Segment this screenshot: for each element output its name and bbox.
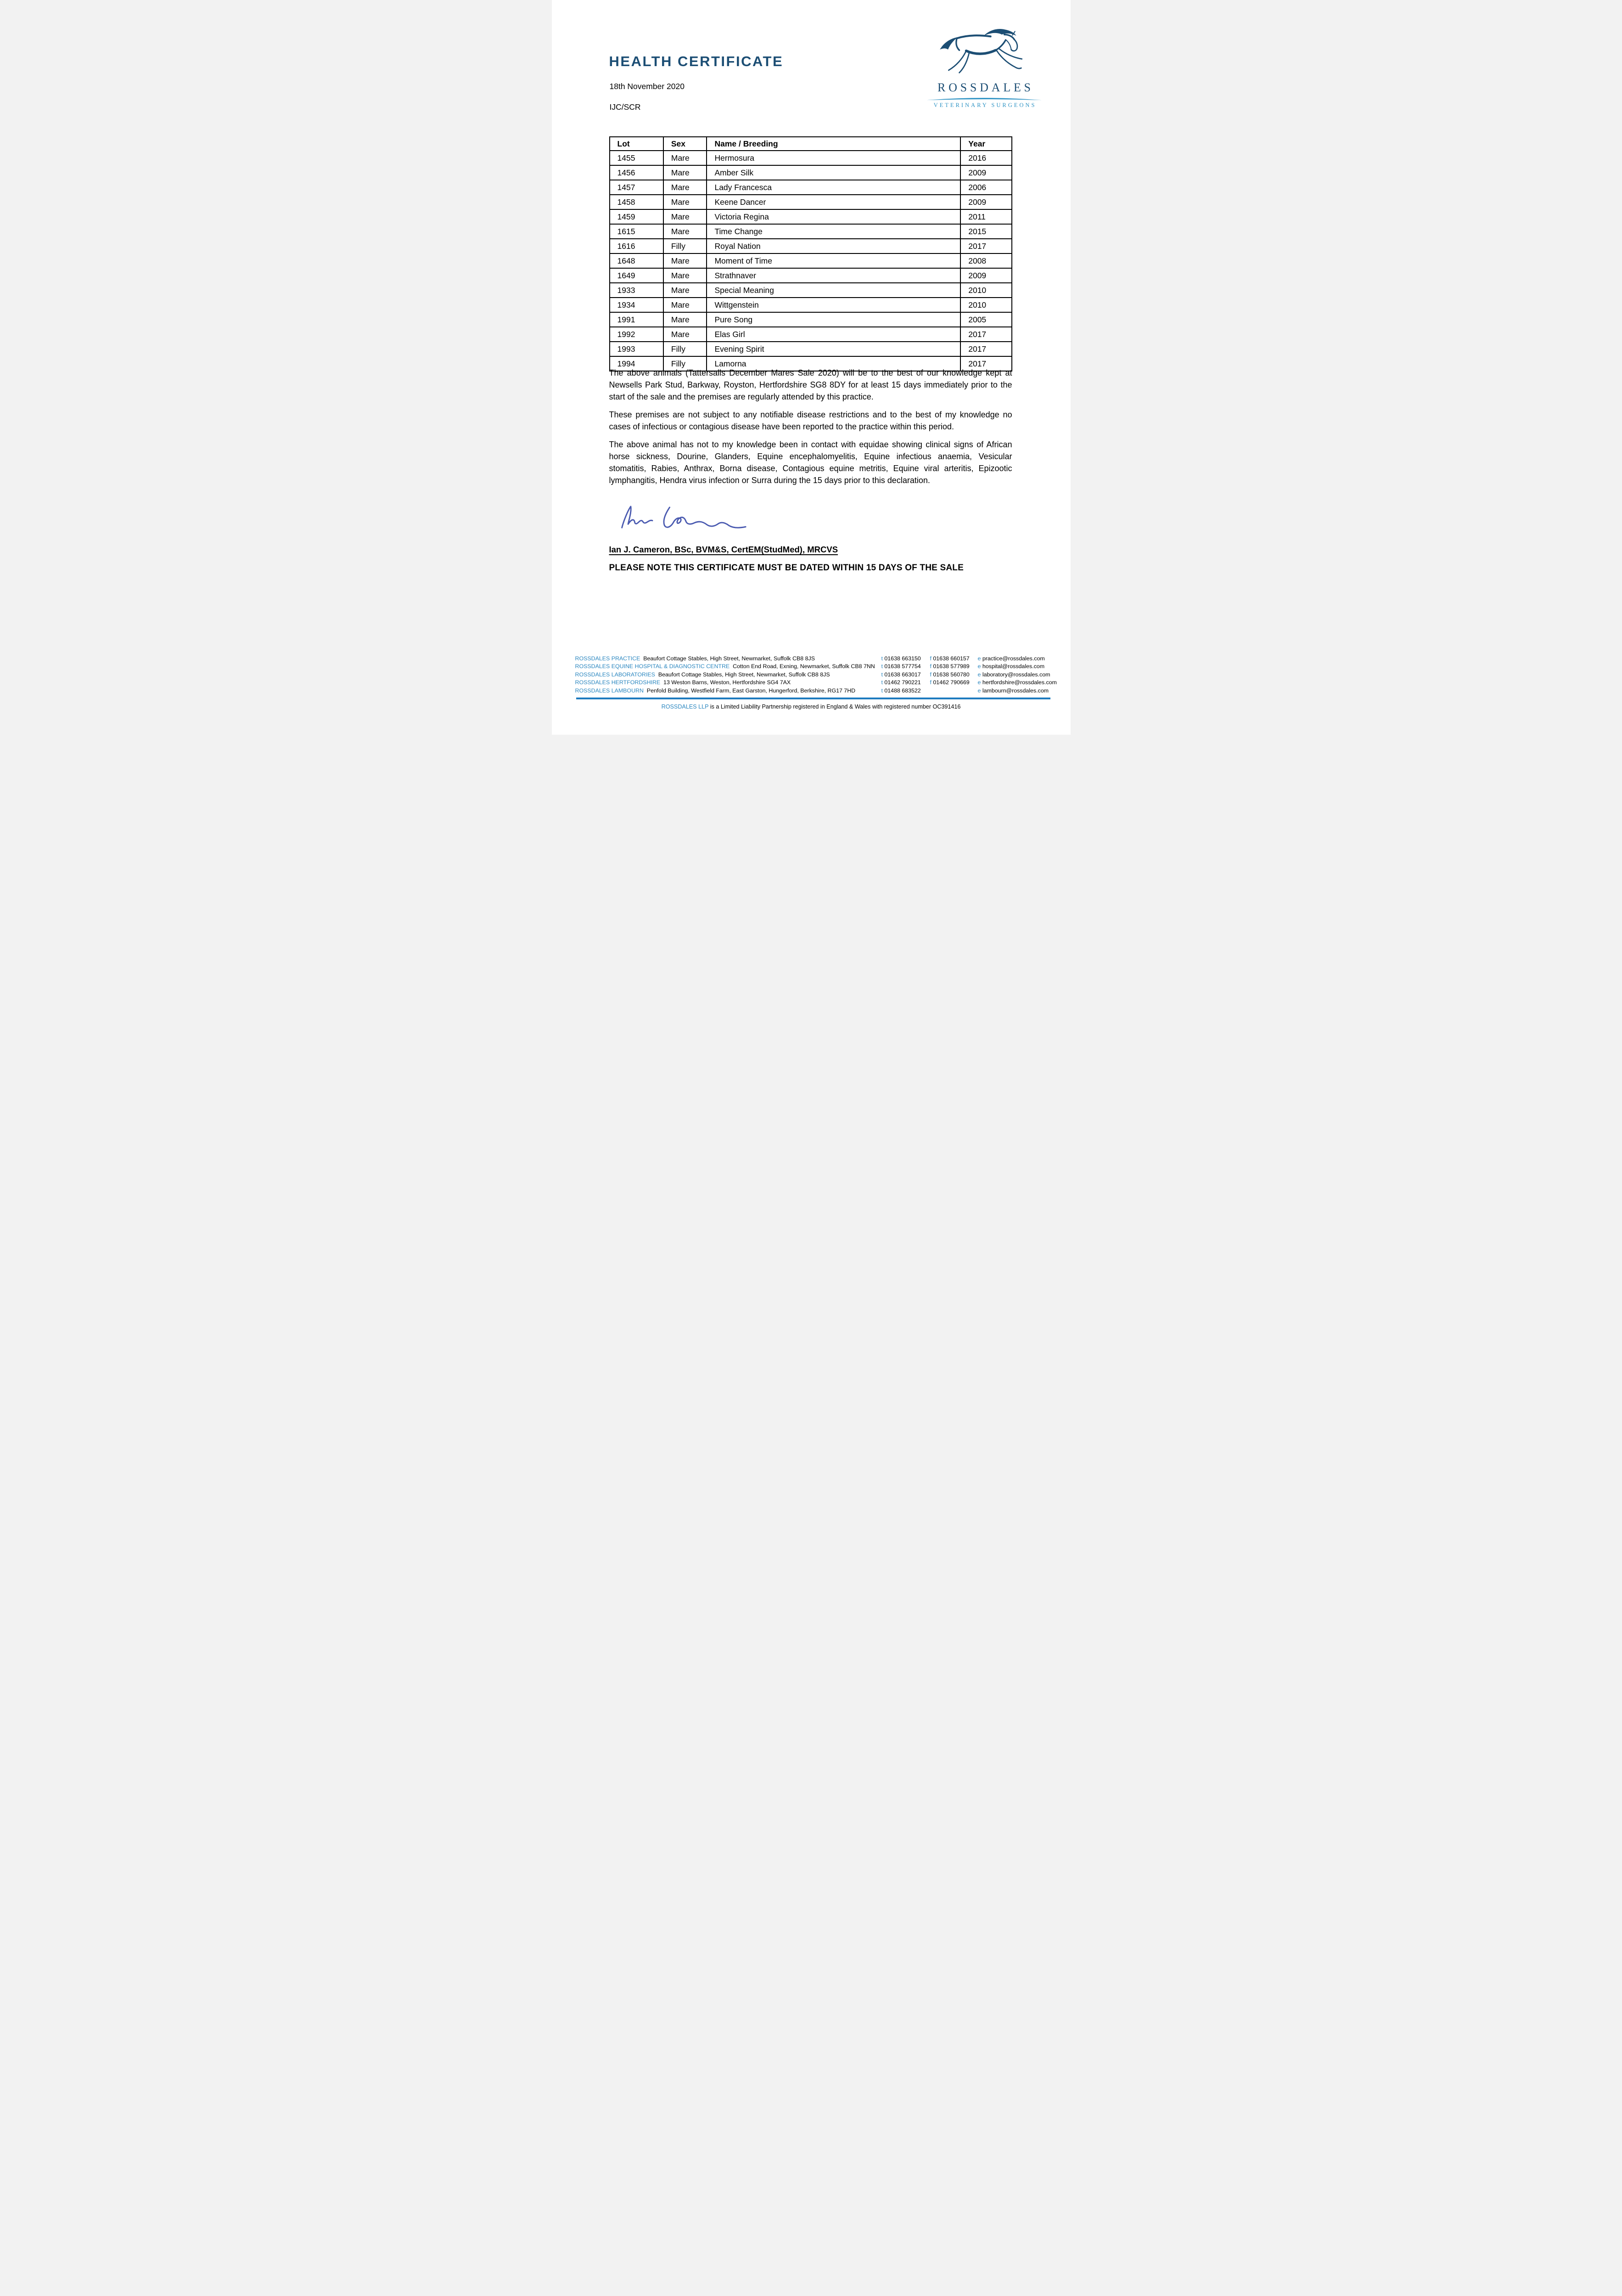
location-e-cell: e practice@rossdales.com [977, 655, 1045, 662]
table-row [610, 224, 1012, 239]
location-t-cell: t 01488 683522 [881, 687, 921, 694]
cell-sex: Mare [663, 151, 707, 165]
declaration-paragraphs [609, 367, 1012, 492]
footer-location-row [575, 655, 1050, 663]
cell-year: 2011 [960, 209, 1011, 224]
animals-table [609, 136, 1012, 371]
page-title: HEALTH CERTIFICATE [609, 53, 784, 69]
cell-sex: Filly [663, 342, 707, 356]
cell-lot: 1992 [610, 327, 663, 342]
location-label: ROSSDALES LABORATORIES [575, 671, 655, 678]
cell-year: 2009 [960, 165, 1011, 180]
cell-lot: 1991 [610, 312, 663, 327]
signature-image [617, 503, 759, 532]
e-prefix: e [977, 655, 981, 662]
location-name-address: ROSSDALES PRACTICE Beaufort Cottage Stables, High Street, Newmarket, Suffolk CB8 8JS [575, 655, 815, 662]
location-name-address: ROSSDALES EQUINE HOSPITAL & DIAGNOSTIC CENTRE Cotton End Road, Exning, Newmarket, Suffolk CB8 7NN [575, 663, 875, 670]
location-name-address: ROSSDALES LAMBOURN Penfold Building, Westfield Farm, East Garston, Hungerford, Berkshire, RG17 7HD [575, 687, 856, 694]
declaration-paragraph-3: The above animal has not to my knowledge been in contact with equidae showing clinical signs of African horse sickness, Dourine, Glanders, Equine encephalomyelitis, Equine infectious anaemia, Vesicular stomatitis, Rabies, Anthrax, Borna disease, Contagious equine metritis, Equine viral arteritis, Epizootic lymphangitis, Hendra virus infection or Surra during the 15 days prior to this declaration. [609, 440, 1012, 485]
t-prefix: t [881, 671, 883, 678]
cell-year: 2017 [960, 239, 1011, 253]
cell-lot: 1459 [610, 209, 663, 224]
footer-location-row [575, 687, 1050, 695]
cell-sex: Mare [663, 298, 707, 312]
t-prefix: t [881, 687, 883, 694]
registration-text: is a Limited Liability Partnership registered in England & Wales with registered number OC391416 [710, 703, 961, 710]
cell-lot: 1615 [610, 224, 663, 239]
cell-sex: Mare [663, 283, 707, 298]
t-prefix: t [881, 663, 883, 670]
certificate-notice: PLEASE NOTE THIS CERTIFICATE MUST BE DATED WITHIN 15 DAYS OF THE SALE [609, 563, 964, 573]
cell-name: Lamorna [707, 356, 960, 371]
f-prefix: f [930, 679, 932, 686]
cell-name: Strathnaver [707, 268, 960, 283]
table-row [610, 342, 1012, 356]
cell-year: 2008 [960, 253, 1011, 268]
signatory-name: Ian J. Cameron, BSc, BVM&S, CertEM(StudMed), MRCVS [609, 545, 838, 554]
e-prefix: e [977, 687, 981, 694]
cell-lot: 1616 [610, 239, 663, 253]
table-row [610, 312, 1012, 327]
cell-name: Lady Francesca [707, 180, 960, 195]
e-prefix: e [977, 663, 981, 670]
logo-wordmark: ROSSDALES [937, 81, 1034, 94]
column-header-name-breeding: Name / Breeding [707, 137, 960, 151]
logo-tagline: VETERINARY SURGEONS [933, 102, 1037, 108]
column-header-sex: Sex [663, 137, 707, 151]
location-label: ROSSDALES PRACTICE [575, 655, 640, 662]
cell-sex: Filly [663, 239, 707, 253]
footer-location-row [575, 663, 1050, 671]
location-t-cell: t 01638 663150 [881, 655, 921, 662]
cell-name: Evening Spirit [707, 342, 960, 356]
cell-lot: 1458 [610, 195, 663, 209]
f-prefix: f [930, 671, 932, 678]
cell-year: 2010 [960, 283, 1011, 298]
health-certificate-page [552, 0, 1071, 735]
table-row [610, 165, 1012, 180]
location-e-cell: e hertfordshire@rossdales.com [977, 679, 1057, 686]
cell-name: Special Meaning [707, 283, 960, 298]
e-prefix: e [977, 671, 981, 678]
cell-sex: Mare [663, 224, 707, 239]
certificate-date: 18th November 2020 [609, 82, 685, 91]
cell-sex: Mare [663, 180, 707, 195]
location-e-cell: e lambourn@rossdales.com [977, 687, 1049, 694]
location-name-address: ROSSDALES HERTFORDSHIRE 13 Weston Barns, Weston, Hertfordshire SG4 7AX [575, 679, 791, 686]
table-row [610, 283, 1012, 298]
t-prefix: t [881, 679, 883, 686]
cell-year: 2009 [960, 268, 1011, 283]
cell-sex: Mare [663, 312, 707, 327]
location-f-cell: f 01638 577989 [930, 663, 970, 670]
location-label: ROSSDALES EQUINE HOSPITAL & DIAGNOSTIC CENTRE [575, 663, 730, 670]
footer-locations [575, 655, 1057, 695]
location-f-cell: f 01638 660157 [930, 655, 970, 662]
horse-logo-icon [936, 22, 1033, 80]
logo-swoosh-icon [927, 96, 1042, 101]
cell-lot: 1457 [610, 180, 663, 195]
reference-code: IJC/SCR [609, 102, 641, 112]
table-row [610, 239, 1012, 253]
cell-year: 2017 [960, 327, 1011, 342]
cell-name: Amber Silk [707, 165, 960, 180]
cell-year: 2009 [960, 195, 1011, 209]
cell-year: 2016 [960, 151, 1011, 165]
rossdales-logo [924, 22, 1045, 109]
cell-lot: 1993 [610, 342, 663, 356]
cell-lot: 1456 [610, 165, 663, 180]
column-header-year: Year [960, 137, 1011, 151]
f-prefix: f [930, 663, 932, 670]
e-prefix: e [977, 679, 981, 686]
table-row [610, 151, 1012, 165]
declaration-paragraph-2: These premises are not subject to any notifiable disease restrictions and to the best of my knowledge no cases of infectious or contagious disease have been reported to the practice within this period. [609, 410, 1012, 431]
cell-name: Victoria Regina [707, 209, 960, 224]
cell-year: 2015 [960, 224, 1011, 239]
location-label: ROSSDALES LAMBOURN [575, 687, 644, 694]
cell-year: 2006 [960, 180, 1011, 195]
cell-lot: 1455 [610, 151, 663, 165]
footer-location-row [575, 679, 1057, 687]
location-f-cell: f 01638 560780 [930, 671, 970, 678]
cell-name: Hermosura [707, 151, 960, 165]
cell-year: 2010 [960, 298, 1011, 312]
registration-company: ROSSDALES LLP [661, 703, 709, 710]
location-e-cell: e hospital@rossdales.com [977, 663, 1045, 670]
location-t-cell: t 01638 663017 [881, 671, 921, 678]
cell-lot: 1934 [610, 298, 663, 312]
cell-sex: Mare [663, 209, 707, 224]
footer-location-row [575, 671, 1050, 679]
table-row [610, 195, 1012, 209]
cell-name: Keene Dancer [707, 195, 960, 209]
cell-name: Moment of Time [707, 253, 960, 268]
declaration-paragraph-1: The above animals (Tattersalls December Mares Sale 2020) will be to the best of our knowledge kept at Newsells Park Stud, Barkway, Royston, Hertfordshire SG8 8DY for at least 15 days immediately prior to the start of the sale and the premises are regularly attended by this practice. [609, 368, 1012, 401]
table-row [610, 253, 1012, 268]
location-e-cell: e laboratory@rossdales.com [977, 671, 1050, 678]
cell-lot: 1933 [610, 283, 663, 298]
cell-year: 2017 [960, 342, 1011, 356]
cell-sex: Mare [663, 253, 707, 268]
cell-sex: Mare [663, 165, 707, 180]
column-header-lot: Lot [610, 137, 663, 151]
cell-sex: Mare [663, 327, 707, 342]
cell-year: 2017 [960, 356, 1011, 371]
location-f-cell: f 01462 790669 [930, 679, 970, 686]
cell-sex: Mare [663, 268, 707, 283]
t-prefix: t [881, 655, 883, 662]
cell-name: Time Change [707, 224, 960, 239]
cell-name: Royal Nation [707, 239, 960, 253]
table-row [610, 268, 1012, 283]
footer-divider-bar [576, 698, 1050, 699]
cell-name: Pure Song [707, 312, 960, 327]
cell-sex: Mare [663, 195, 707, 209]
location-t-cell: t 01638 577754 [881, 663, 921, 670]
registration-line [552, 703, 1071, 710]
table-header-row [610, 137, 1012, 151]
table-row [610, 327, 1012, 342]
cell-sex: Filly [663, 356, 707, 371]
table-row [610, 209, 1012, 224]
location-name-address: ROSSDALES LABORATORIES Beaufort Cottage Stables, High Street, Newmarket, Suffolk CB8 8JS [575, 671, 830, 678]
table-row [610, 298, 1012, 312]
cell-year: 2005 [960, 312, 1011, 327]
animals-table-body [610, 151, 1012, 371]
table-row [610, 180, 1012, 195]
cell-lot: 1994 [610, 356, 663, 371]
cell-lot: 1648 [610, 253, 663, 268]
location-label: ROSSDALES HERTFORDSHIRE [575, 679, 661, 686]
cell-lot: 1649 [610, 268, 663, 283]
cell-name: Wittgenstein [707, 298, 960, 312]
cell-name: Elas Girl [707, 327, 960, 342]
location-t-cell: t 01462 790221 [881, 679, 921, 686]
f-prefix: f [930, 655, 932, 662]
